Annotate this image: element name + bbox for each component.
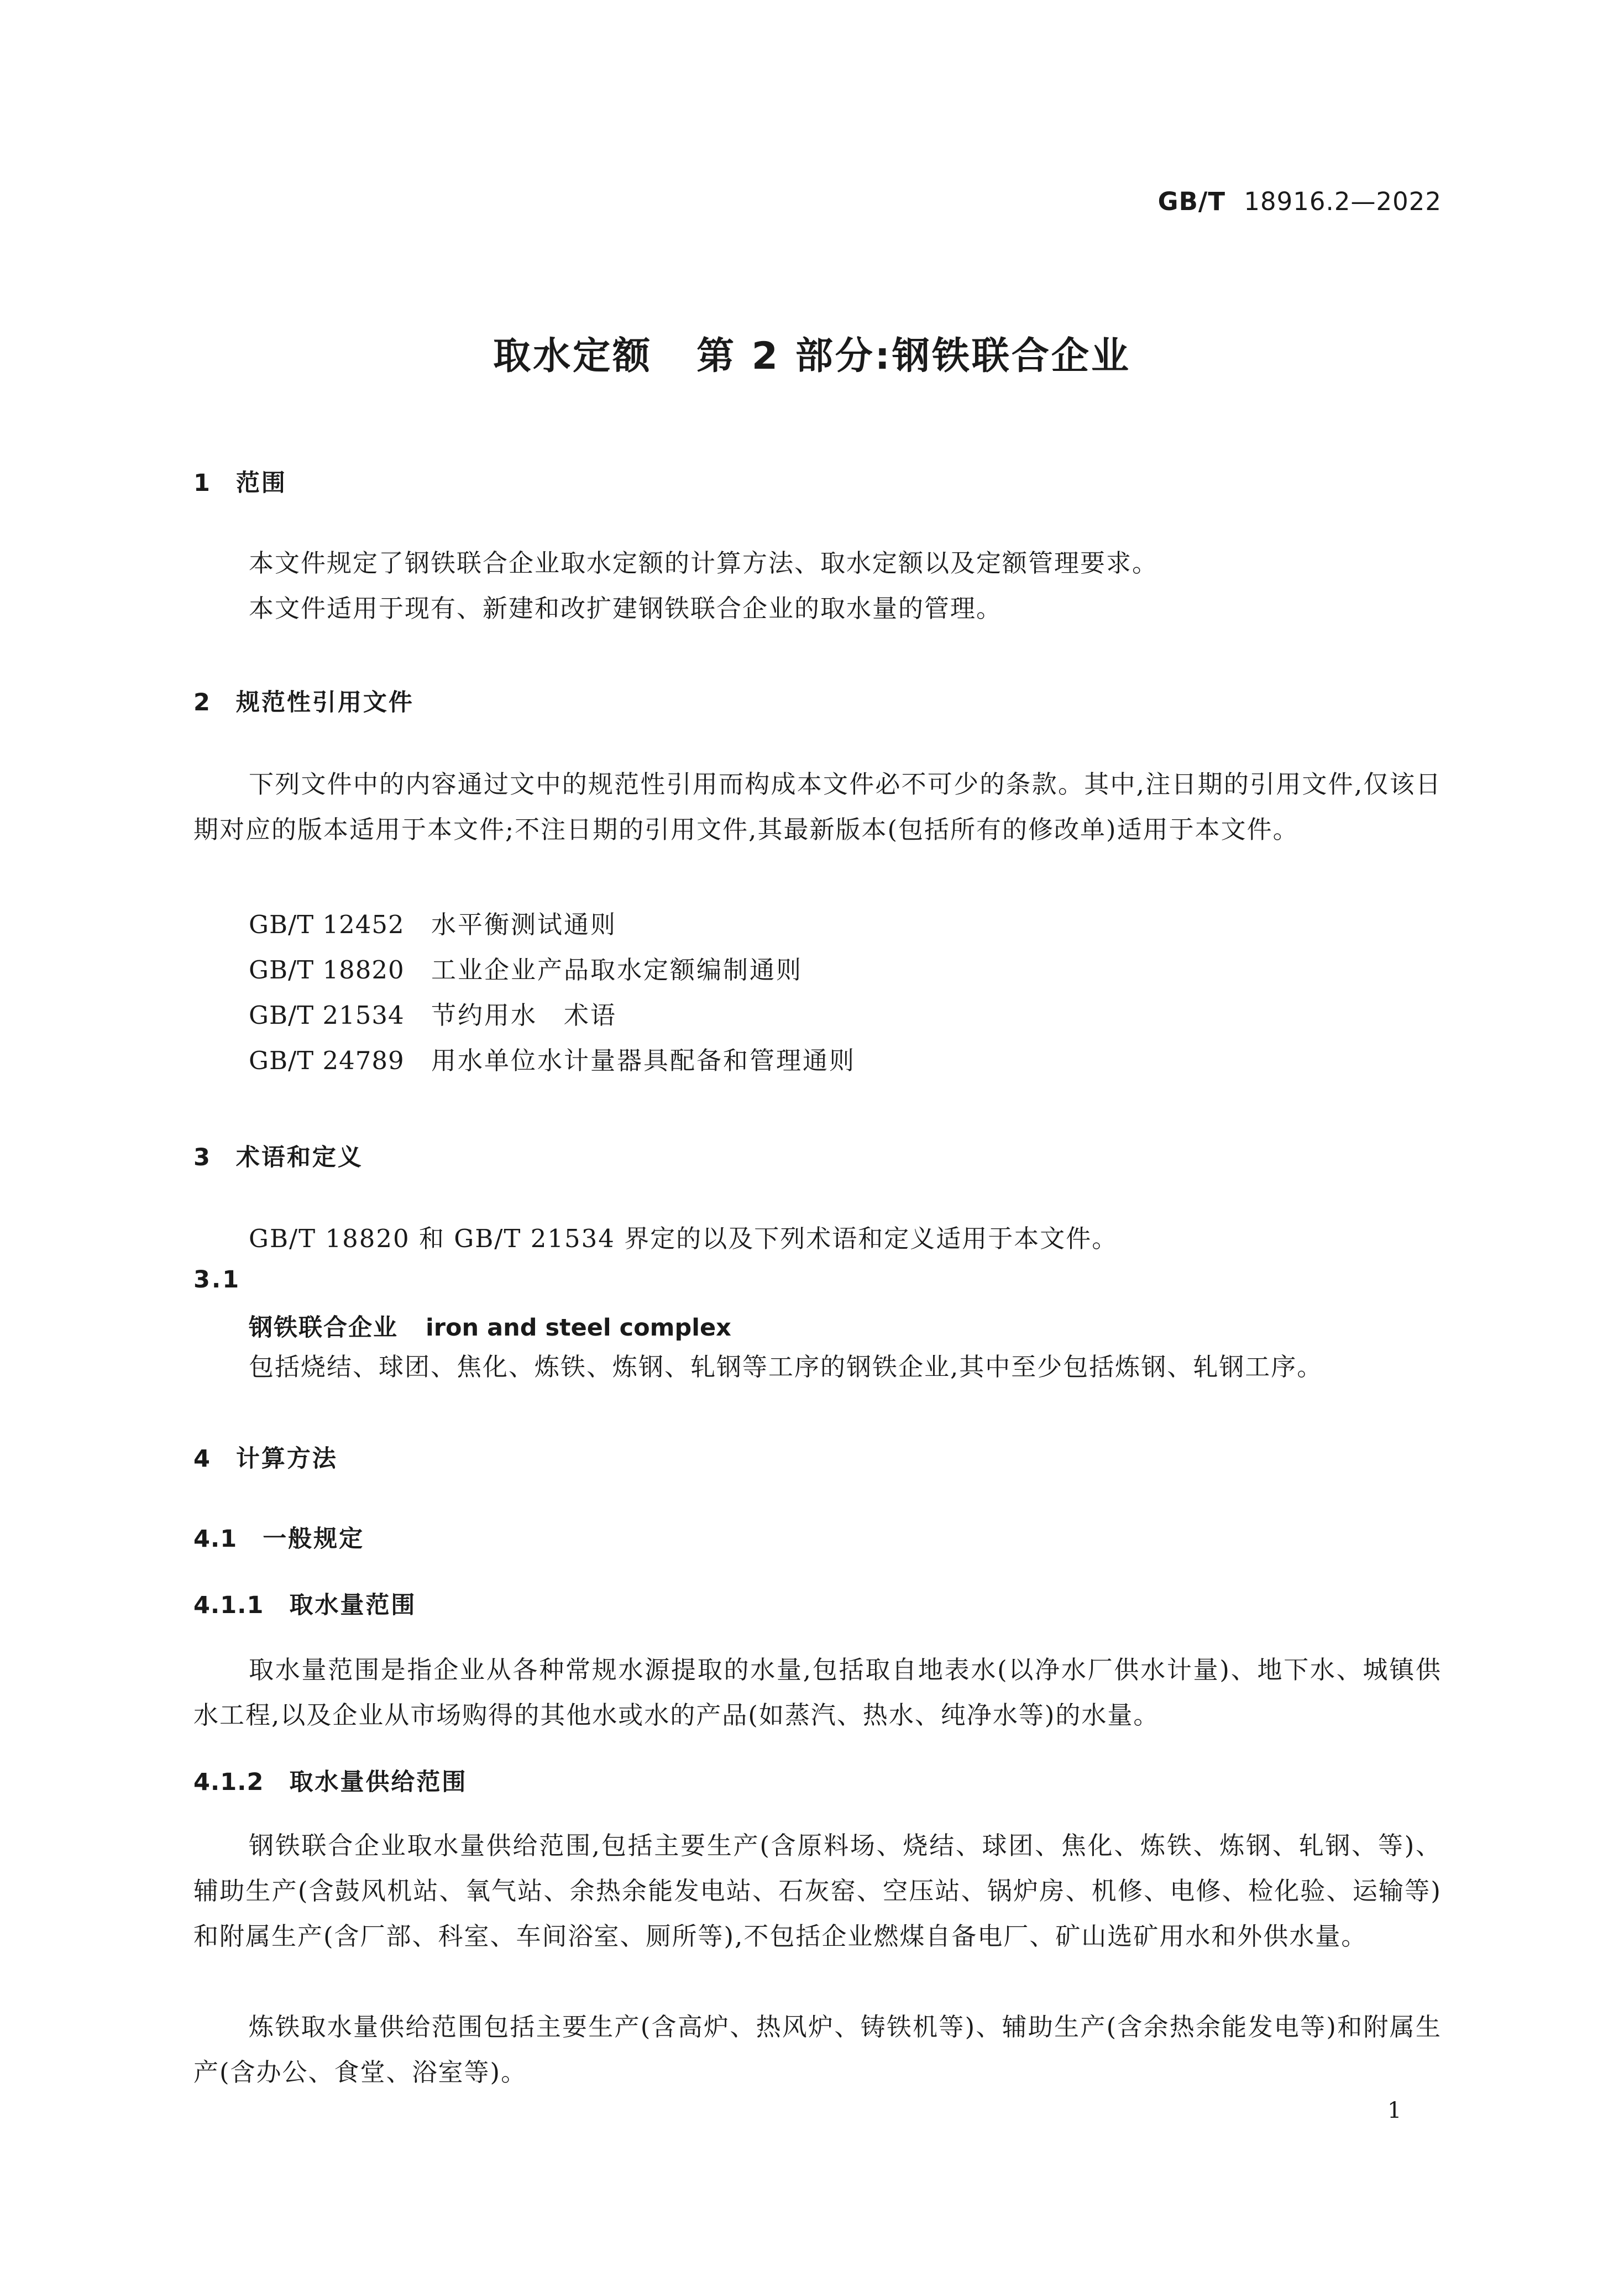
section-title: 取水量供给范围 — [289, 1768, 468, 1796]
reference-code: GB/T 12452 — [249, 910, 405, 939]
standard-prefix: GB/T — [1157, 187, 1226, 216]
section-2-paragraph-1: 下列文件中的内容通过文中的规范性引用而构成本文件必不可少的条款。其中,注日期的引用文件,仅该日期对应的版本适用于本文件;不注日期的引用文件,其最新版本(包括所有的修改单)适用于本文件。 — [193, 769, 1442, 844]
section-title: 规范性引用文件 — [235, 689, 414, 716]
section-number: 1 — [193, 469, 211, 497]
section-title: 术语和定义 — [235, 1144, 363, 1171]
reference-code: GB/T 21534 — [249, 1001, 405, 1030]
section-title: 取水量范围 — [289, 1592, 417, 1619]
subsection-4-1-2-heading — [193, 1763, 467, 1797]
section-number: 3 — [193, 1144, 211, 1171]
reference-item — [249, 995, 617, 1031]
page-number: 1 — [1387, 2098, 1402, 2123]
standard-number — [1158, 187, 1442, 216]
reference-item — [249, 1040, 856, 1076]
section-title: 计算方法 — [235, 1445, 338, 1473]
subsection-4-1-1-paragraph: 取水量范围是指企业从各种常规水源提取的水量,包括取自地表水(以净水厂供水计量)、地下水、城镇供水工程,以及企业从市场购得的其他水或水的产品(如蒸汽、热水、纯净水等)的水量。 — [193, 1655, 1442, 1730]
section-number: 4.1.2 — [193, 1768, 264, 1796]
subsection-4-1-2-paragraph-1: 钢铁联合企业取水量供给范围,包括主要生产(含原料场、烧结、球团、焦化、炼铁、炼钢、轧钢、等)、辅助生产(含鼓风机站、氧气站、余热余能发电站、石灰窑、空压站、锅炉房、机修、电修、检化验、运输等)和附属生产(含厂部、科室、车间浴室、厕所等),不包括企业燃煤自备电厂、矿山选矿用水和外供水量。 — [193, 1831, 1442, 1951]
title-part: 第 2 部分:钢铁联合企业 — [696, 334, 1131, 378]
subsection-4-1-heading — [193, 1520, 364, 1554]
reference-code: GB/T 24789 — [249, 1046, 405, 1075]
section-number: 2 — [193, 689, 211, 716]
section-1-paragraph-2: 本文件适用于现有、新建和改扩建钢铁联合企业的取水量的管理。 — [249, 594, 1003, 623]
term-entry — [249, 1309, 731, 1343]
term-number: 3.1 — [193, 1266, 241, 1294]
standard-code: 18916.2—2022 — [1244, 187, 1442, 216]
section-3-heading — [193, 1139, 363, 1172]
reference-title: 用水单位水计量器具配备和管理通则 — [431, 1046, 856, 1075]
section-title: 范围 — [235, 469, 287, 497]
reference-title: 节约用水 术语 — [431, 1001, 617, 1030]
section-title: 一般规定 — [263, 1525, 365, 1553]
reference-title: 工业企业产品取水定额编制通则 — [431, 955, 803, 985]
section-4-heading — [193, 1440, 338, 1474]
section-2-heading — [193, 684, 414, 718]
subsection-4-1-1-heading — [193, 1587, 416, 1620]
subsection-4-1-2-paragraph-2: 炼铁取水量供给范围包括主要生产(含高炉、热风炉、铸铁机等)、辅助生产(含余热余能发电等)和附属生产(含办公、食堂、浴室等)。 — [193, 2012, 1442, 2087]
section-number: 4.1.1 — [193, 1592, 264, 1619]
section-1-heading — [193, 464, 287, 498]
reference-code: GB/T 18820 — [249, 955, 405, 985]
term-chinese: 钢铁联合企业 — [249, 1314, 398, 1342]
reference-item — [249, 904, 617, 940]
title-main: 取水定额 — [493, 334, 653, 378]
section-3-paragraph-1: GB/T 18820 和 GB/T 21534 界定的以及下列术语和定义适用于本文件。 — [249, 1224, 1118, 1253]
section-number: 4 — [193, 1445, 211, 1473]
term-english: iron and steel complex — [426, 1314, 731, 1342]
section-number: 4.1 — [193, 1525, 238, 1553]
section-1-paragraph-1: 本文件规定了钢铁联合企业取水定额的计算方法、取水定额以及定额管理要求。 — [249, 548, 1159, 578]
reference-title: 水平衡测试通则 — [431, 910, 617, 939]
reference-item — [249, 950, 803, 986]
document-title — [0, 326, 1624, 380]
term-definition: 包括烧结、球团、焦化、炼铁、炼钢、轧钢等工序的钢铁企业,其中至少包括炼钢、轧钢工序。 — [249, 1352, 1323, 1381]
